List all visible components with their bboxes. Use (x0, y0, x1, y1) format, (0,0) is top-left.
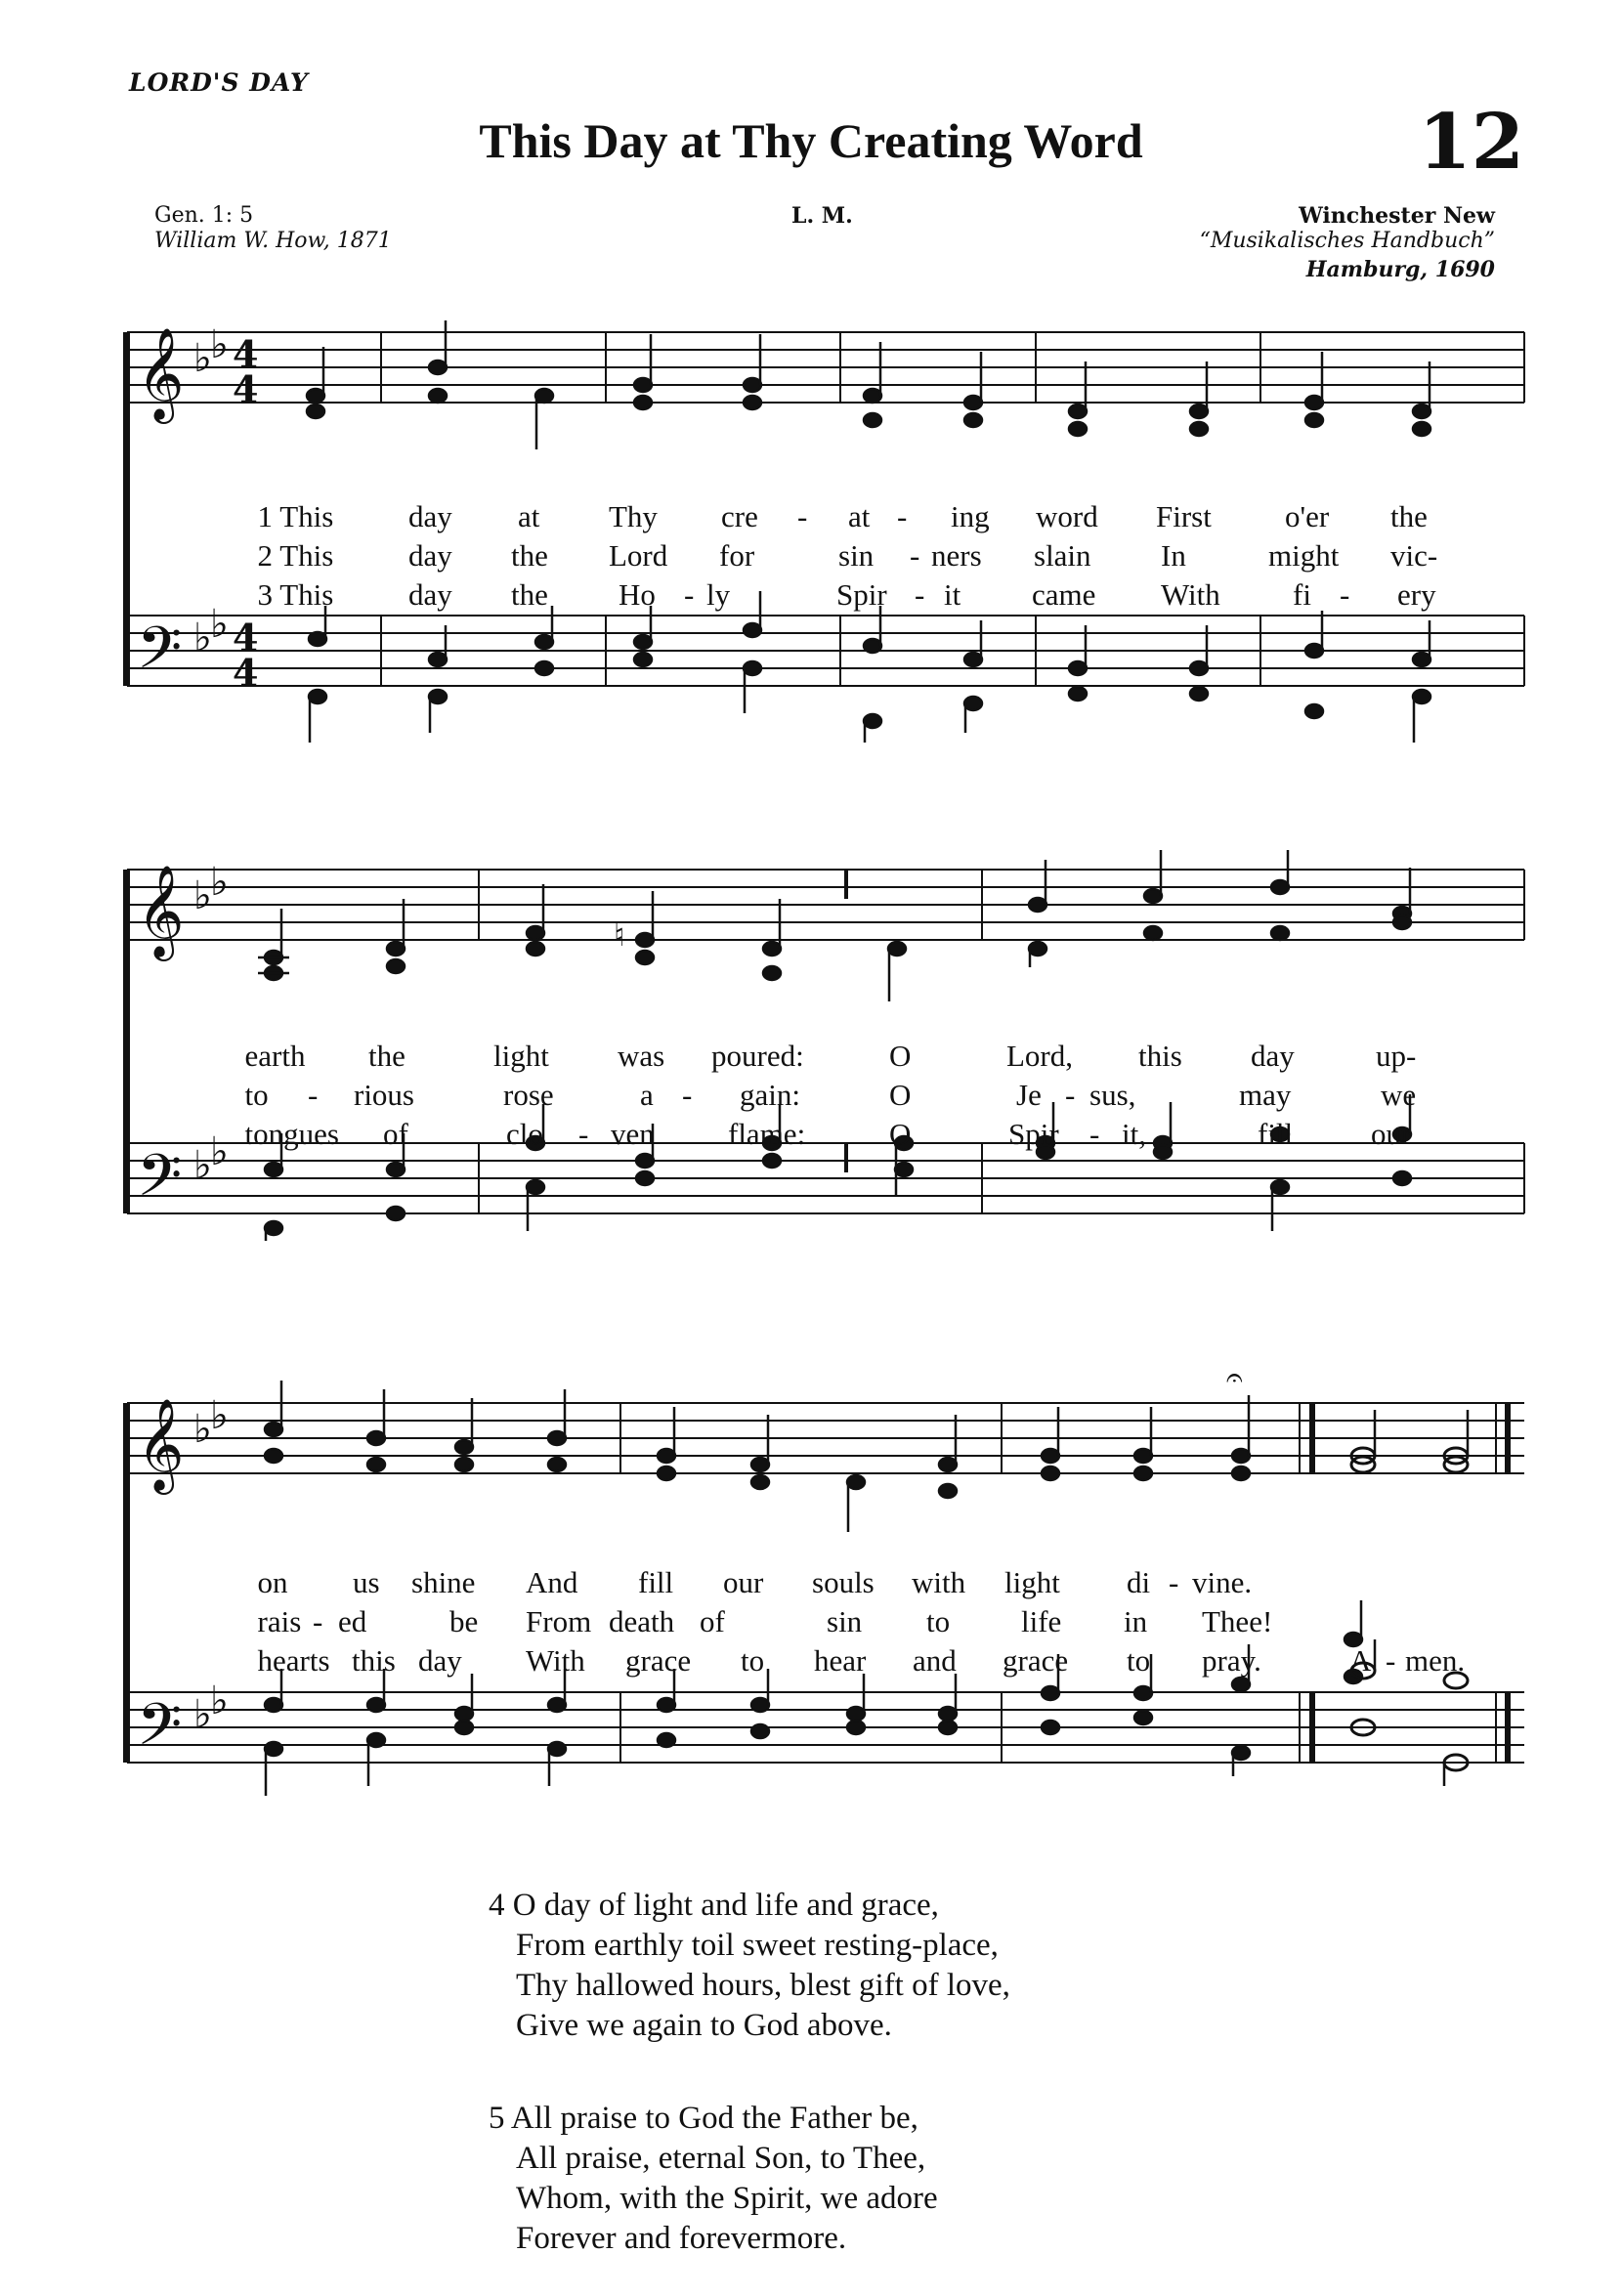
lyric-line-2-2: to - rious rose a - gain: O Je - sus, may we (244, 1078, 1417, 1112)
stanza-4-line: Thy hallowed hours, blest gift of love, (516, 1968, 1010, 2003)
svg-text:𝄞: 𝄞 (137, 1398, 185, 1491)
svg-text:♭: ♭ (210, 322, 229, 367)
svg-text:♭: ♭ (210, 1129, 229, 1174)
hymn-number: 12 (1418, 98, 1524, 187)
svg-text:𝄐: 𝄐 (1226, 1366, 1243, 1395)
lyric-line-2-1: earth the light was poured: O Lord, this day up- (244, 1039, 1417, 1073)
tune-source-place: Hamburg, 1690 (1305, 257, 1495, 282)
lyric-line-1-3: 3 This day the Ho - ly Spir - it came With fi - ery (257, 577, 1436, 612)
tune-source: “Musikalisches Handbuch” (1199, 229, 1495, 253)
meter: L. M. (791, 203, 853, 229)
svg-text:4: 4 (233, 367, 259, 411)
svg-text:♭: ♭ (193, 873, 212, 918)
svg-text:♭: ♭ (193, 616, 212, 660)
svg-text:4: 4 (233, 651, 259, 695)
stanza-4-line: 4 O day of light and life and grace, (489, 1888, 939, 1923)
svg-text:𝄢: 𝄢 (137, 614, 183, 696)
lyric-line-1-2: 2 This day the Lord for sin - ners slain In might vic- (257, 538, 1438, 573)
lyric-line-2-3: tongues of clo - ven flame: O Spir - it, fill our (244, 1117, 1412, 1151)
stanza-5-line: 5 All praise to God the Father be, (489, 2101, 918, 2136)
stanza-5-line: All praise, eternal Son, to Thee, (516, 2141, 926, 2176)
stanza-5-line: Whom, with the Spirit, we adore (516, 2181, 938, 2216)
text-author: William W. How, 1871 (154, 229, 392, 253)
scripture-reference: Gen. 1: 5 (154, 203, 254, 228)
svg-text:𝄞: 𝄞 (137, 327, 185, 420)
svg-text:♭: ♭ (210, 1679, 229, 1723)
tune-name: Winchester New (1299, 203, 1495, 229)
lyric-line-3-3: hearts this day With grace to hear and grace to pray. A - men. (257, 1643, 1466, 1678)
stanza-4-line: From earthly toil sweet resting-place, (516, 1928, 999, 1963)
svg-text:4: 4 (233, 332, 259, 376)
svg-text:𝄢: 𝄢 (137, 1141, 183, 1223)
svg-text:♭: ♭ (210, 602, 229, 647)
lyric-line-1-1: 1 This day at Thy cre - at - ing word First o'er the (257, 499, 1428, 533)
lyric-line-3-2: rais - ed be From death of sin to life in Thee! (257, 1604, 1273, 1638)
svg-text:𝄞: 𝄞 (137, 865, 185, 957)
lyric-line-3-1: on us shine And fill our souls with light di - vine. (257, 1565, 1253, 1599)
svg-text:♭: ♭ (193, 1143, 212, 1188)
svg-text:♮: ♮ (614, 916, 625, 954)
svg-text:𝄢: 𝄢 (137, 1690, 183, 1772)
stanza-4 (489, 1886, 1010, 2046)
svg-text:♭: ♭ (193, 336, 212, 381)
svg-text:♭: ♭ (210, 1393, 229, 1438)
svg-text:♭: ♭ (193, 1407, 212, 1452)
stanza-5 (489, 2099, 938, 2259)
svg-text:♭: ♭ (193, 1692, 212, 1737)
stanza-5-line: Forever and forevermore. (516, 2221, 847, 2256)
svg-text:♭: ♭ (210, 860, 229, 905)
svg-text:4: 4 (233, 616, 259, 659)
stanza-4-line: Give we again to God above. (516, 2008, 892, 2043)
section-label: LORD'S DAY (129, 68, 309, 97)
hymn-title: This Day at Thy Creating Word (479, 113, 1143, 168)
